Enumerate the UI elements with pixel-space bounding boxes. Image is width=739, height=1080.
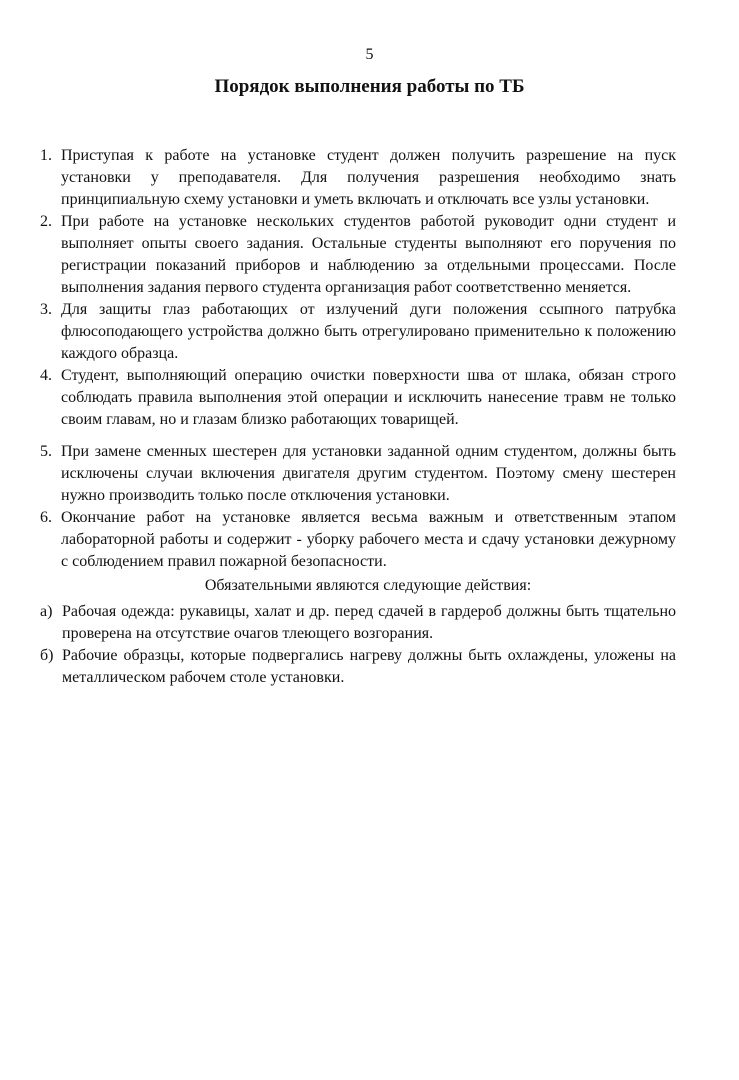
list-item-text: Студент, выполняющий операцию очистки поверхности шва от шлака, обязан строго соблюдать правила выполнения этой операции и исключить нанесение травм не только своим главам, но и глазам близко работающих товарищей. (61, 367, 676, 428)
list-item-6 (40, 507, 676, 573)
list-marker: а) (40, 603, 53, 620)
lettered-item-a (40, 601, 676, 645)
list-item-text: Окончание работ на установке является весьма важным и ответственным этапом лабораторной работы и содержит - уборку рабочего места и сдачу установки дежурному с соблюдением правил пожарной безопасности. (61, 509, 676, 570)
page-title: Порядок выполнения работы по ТБ (214, 76, 525, 97)
list-marker: 3. (40, 301, 52, 318)
list-item-2 (40, 211, 676, 299)
list-item-text: Рабочие образцы, которые подвергались нагреву должны быть охлаждены, уложены на металлическом рабочем столе установки. (62, 647, 676, 686)
list-marker: 6. (40, 509, 52, 526)
list-item-3 (40, 299, 676, 365)
list-marker: 2. (40, 213, 52, 230)
lettered-item-b (40, 645, 676, 689)
document-body (40, 145, 676, 689)
list-item-text: Для защиты глаз работающих от излучений дуги положения ссыпного патрубка флюсоподающего устройства должно быть отрегулировано применительно к положению каждого образца. (61, 301, 676, 362)
list-item-4 (40, 365, 676, 431)
list-marker: б) (40, 647, 54, 664)
list-marker: 4. (40, 367, 52, 384)
list-marker: 1. (40, 147, 52, 164)
list-item-text: Рабочая одежда: рукавицы, халат и др. перед сдачей в гардероб должны быть тщательно проверена на отсутствие очагов тлеющего возгорания. (62, 603, 676, 642)
list-marker: 5. (40, 443, 52, 460)
list-item-text: Приступая к работе на установке студент должен получить разрешение на пуск установки у преподавателя. Для получения разрешения необходимо знать принципиальную схему установки и уметь включать и отключать все узлы установки. (61, 147, 676, 208)
page-number: 5 (365, 46, 374, 63)
required-actions-heading: Обязательными являются следующие действия: (204, 577, 532, 594)
list-item-1 (40, 145, 676, 211)
list-item-text: При замене сменных шестерен для установки заданной одним студентом, должны быть исключены случаи включения двигателя другим студентом. Поэтому смену шестерен нужно производить только после отключения установки. (61, 443, 676, 504)
list-item-5 (40, 441, 676, 507)
list-item-text: При работе на установке нескольких студентов работой руководит одни студент и выполняет опыты своего задания. Остальные студенты выполняют его поручения по регистрации показаний приборов и наблюдению за отдельными процессами. После выполнения задания первого студента организация работ соответственно меняется. (61, 213, 676, 296)
